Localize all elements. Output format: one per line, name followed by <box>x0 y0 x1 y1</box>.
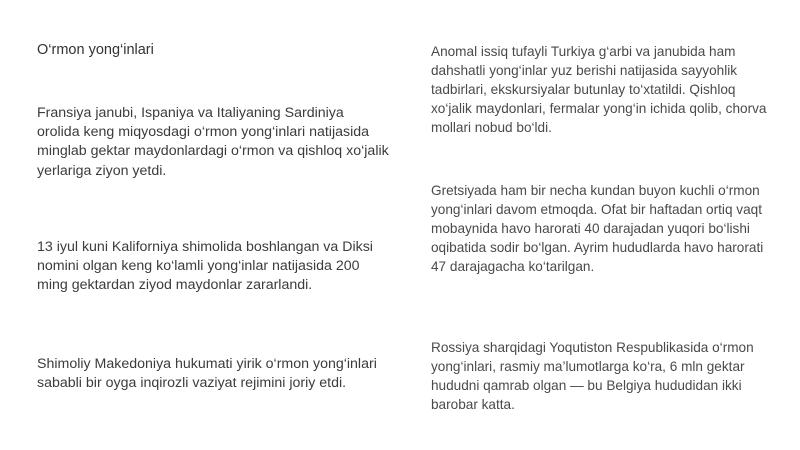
slide-title: O‘rmon yong‘inlari <box>37 42 154 58</box>
paragraph-macedonia-fires: Shimoliy Makedoniya hukumati yirik o‘rmon yong‘inlari sababli bir oyga inqirozli vaziyat rejimini joriy etdi. <box>37 356 377 392</box>
paragraph-europe-fires: Fransiya janubi, Ispaniya va Italiyaning Sardiniya orolida keng miqyosdagi o‘rmon yong‘inlari natijasida minglab gektar maydonlardagi o‘rmon va qishloq xo‘jalik yerlariga ziyon yetdi. <box>37 105 389 179</box>
paragraph-turkey-fires: Anomal issiq tufayli Turkiya g‘arbi va janubida ham dahshatli yong‘inlar yuz berishi natijasida sayyohlik tadbirlari, ekskursiyalar butunlay to‘xtatildi. Qishloq xo‘jalik maydonlari, fermalar yong‘in ichida qolib, chorva mollari nobud bo‘ldi. <box>431 44 767 135</box>
paragraph-california-fires: 13 iyul kuni Kaliforniya shimolida boshlangan va Diksi nomini olgan keng ko‘lamli yong‘inlar natijasida 200 ming gektardan ziyod maydonlar zararlandi. <box>37 239 373 294</box>
paragraph-yakutia-fires: Rossiya sharqidagi Yoqutiston Respublikasida o‘rmon yong‘inlari, rasmiy ma’lumotlarga ko‘ra, 6 mln gektar hududni qamrab olgan — bu Belgiya hududidan ikki barobar katta. <box>431 340 754 412</box>
paragraph-greece-fires: Gretsiyada ham bir necha kundan buyon kuchli o‘rmon yong‘inlari davom etmoqda. Ofat bir haftadan ortiq vaqt mobaynida havo harorati 40 darajadan yuqori bo‘lishi oqibatida sodir bo‘lgan. Ayrim hududlarda havo harorati 47 darajagacha ko‘tarilgan. <box>431 183 764 274</box>
